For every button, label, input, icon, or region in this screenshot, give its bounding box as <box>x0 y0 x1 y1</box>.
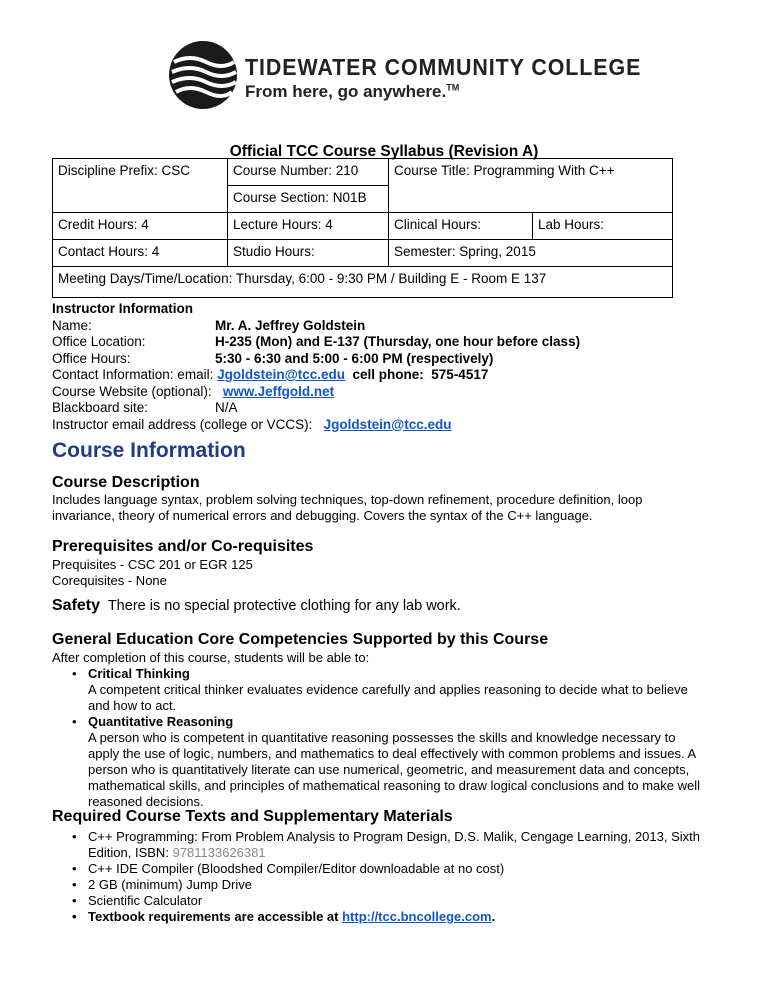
course-title-cell: Course Title: Programming With C++ <box>389 159 673 213</box>
meeting-cell: Meeting Days/Time/Location: Thursday, 6:00 - 9:30 PM / Building E - Room E 137 <box>53 267 673 298</box>
competencies-intro: After completion of this course, students will be able to: <box>52 650 370 665</box>
competency-title: • Critical Thinking <box>88 666 190 681</box>
corequisites-line: Corequisites - None <box>52 573 167 588</box>
isbn-value: 9781133626381 <box>172 845 266 860</box>
instructor-email-label: Instructor email address (college or VCCS): <box>52 416 313 432</box>
discipline-cell: Discipline Prefix: CSC <box>53 159 228 213</box>
blackboard-label: Blackboard site: <box>52 400 149 415</box>
textbook-requirements-text: Textbook requirements are accessible at <box>88 909 343 924</box>
tcc-logo-icon <box>168 40 238 110</box>
office-hours: 5:30 - 6:30 and 5:00 - 6:00 PM (respectively) <box>215 350 494 366</box>
course-website-link[interactable]: www.Jeffgold.net <box>222 383 335 399</box>
website-label: Course Website (optional): <box>52 383 212 399</box>
list-item <box>60 714 705 810</box>
instructor-email-link[interactable]: Jgoldstein@tcc.edu <box>217 367 346 382</box>
safety-section <box>52 597 461 615</box>
clinical-hours-cell: Clinical Hours: <box>389 213 533 240</box>
materials-list <box>60 829 715 925</box>
competency-title: • Quantitative Reasoning <box>88 714 234 729</box>
safety-text: There is no special protective clothing for any lab work. <box>107 598 461 614</box>
list-item: • C++ IDE Compiler (Bloodshed Compiler/Editor downloadable at no cost) <box>60 861 715 877</box>
contact-label: Contact Information: email: <box>52 367 214 382</box>
course-information-heading: Course Information <box>52 439 246 462</box>
competency-text: A competent critical thinker evaluates evidence carefully and applies reasoning to decide what to believe and how to act. <box>88 682 688 713</box>
competencies-heading: General Education Core Competencies Supported by this Course <box>52 631 549 648</box>
prerequisites-line: Prequisites - CSC 201 or EGR 125 <box>52 557 253 572</box>
list-item: • 2 GB (minimum) Jump Drive <box>60 877 715 893</box>
textbook-text: C++ Programming: From Problem Analysis to Program Design, D.S. Malik, Cengage Learning, 2013, Sixth Edition, ISBN: <box>88 829 700 860</box>
credit-hours-cell: Credit Hours: 4 <box>53 213 228 240</box>
prerequisites-heading: Prerequisites and/or Co-requisites <box>52 538 314 555</box>
document-title: Official TCC Course Syllabus (Revision A) <box>229 143 539 160</box>
competency-text: A person who is competent in quantitative reasoning possesses the skills and knowledge necessary to apply the use of logic, numbers, and mathematics to deal effectively with common problems and issues. A person who is quantitatively literate can use numerical, geometric, and measurement data and concepts, mathematical skills, and principles of mathematical reasoning to draw logical conclusions and to make well reasoned decisions. <box>88 730 701 809</box>
lecture-hours-cell: Lecture Hours: 4 <box>228 213 389 240</box>
list-item <box>60 909 715 925</box>
college-name: TIDEWATER COMMUNITY COLLEGE <box>245 54 642 80</box>
course-info-table <box>52 158 673 298</box>
office-location: H-235 (Mon) and E-137 (Thursday, one hour before class) <box>215 334 581 349</box>
name-label: Name: <box>52 317 92 333</box>
hours-label: Office Hours: <box>52 350 131 366</box>
safety-heading: Safety <box>52 597 101 614</box>
bookstore-link[interactable]: http://tcc.bncollege.com <box>342 909 492 924</box>
competencies-list <box>60 666 705 810</box>
instructor-email-link-2[interactable]: Jgoldstein@tcc.edu <box>323 416 452 432</box>
blackboard-value: N/A <box>215 400 238 415</box>
period: . <box>491 909 496 924</box>
instructor-name: Mr. A. Jeffrey Goldstein <box>215 317 366 333</box>
contact-hours-cell: Contact Hours: 4 <box>53 240 228 267</box>
list-item <box>60 829 715 861</box>
list-item <box>60 666 705 714</box>
instructor-heading: Instructor Information <box>52 301 193 316</box>
cell-phone: cell phone: 575-4517 <box>345 367 489 382</box>
office-label: Office Location: <box>52 334 146 349</box>
semester-cell: Semester: Spring, 2015 <box>389 240 673 267</box>
instructor-section <box>52 301 732 433</box>
required-texts-heading: Required Course Texts and Supplementary Materials <box>52 808 453 825</box>
college-tagline: From here, go anywhere.™ <box>245 82 460 101</box>
list-item: • Scientific Calculator <box>60 893 715 909</box>
studio-hours-cell: Studio Hours: <box>228 240 389 267</box>
course-number-cell: Course Number: 210 <box>228 159 389 186</box>
course-description-text: Includes language syntax, problem solving techniques, top-down refinement, procedure definition, loop invariance, theory of numerical errors and debugging. Covers the syntax of the C++ language. <box>52 492 643 523</box>
course-section-cell: Course Section: N01B <box>228 186 389 213</box>
lab-hours-cell: Lab Hours: <box>533 213 673 240</box>
course-description-heading: Course Description <box>52 474 200 491</box>
